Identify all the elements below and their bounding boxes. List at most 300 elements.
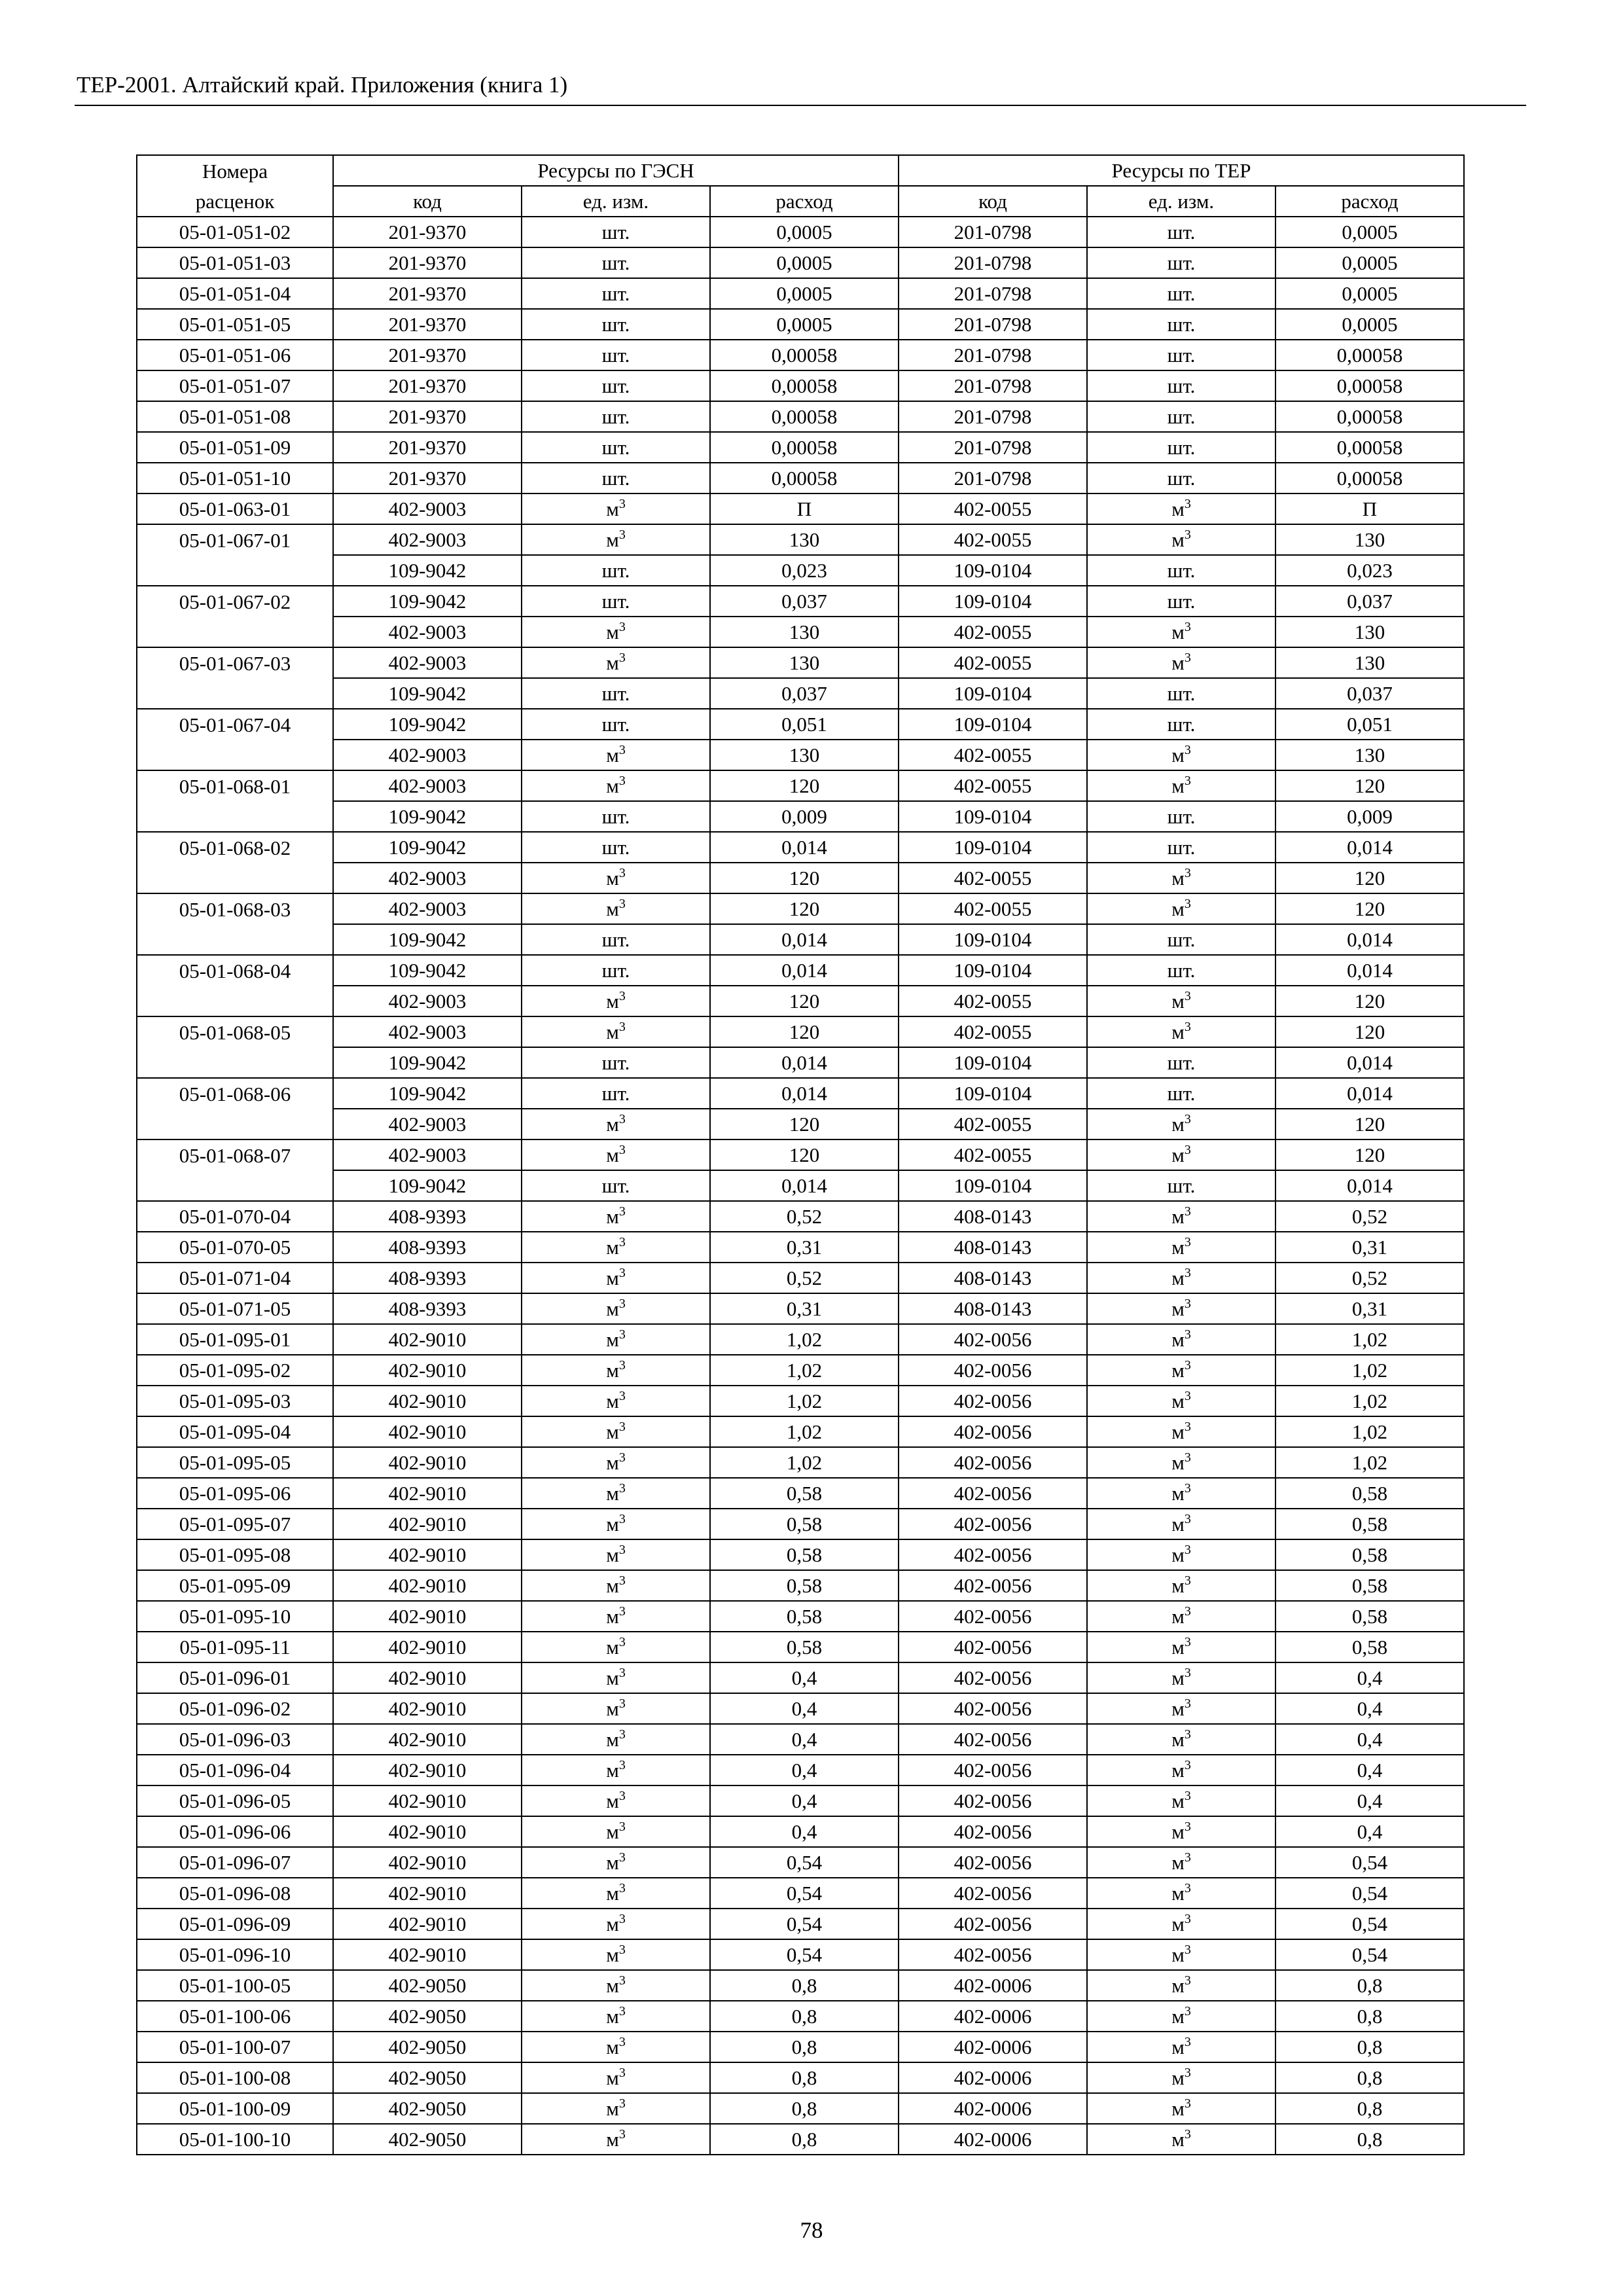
gesn-qty-cell: 120	[710, 986, 899, 1016]
ter-unit-cell	[1087, 986, 1275, 1016]
gesn-code-cell: 402-9003	[333, 493, 522, 524]
ter-code-cell: 201-0798	[899, 309, 1087, 340]
gesn-code-cell: 402-9010	[333, 1386, 522, 1416]
gesn-code-cell: 408-9393	[333, 1263, 522, 1293]
unit-superscript: 3	[1184, 1666, 1191, 1680]
ter-qty-cell: 0,023	[1275, 555, 1464, 586]
gesn-qty-cell: П	[710, 493, 899, 524]
unit-superscript: 3	[1184, 1481, 1191, 1496]
ter-qty-cell: 0,0005	[1275, 217, 1464, 247]
ter-code-cell: 402-0055	[899, 1139, 1087, 1170]
ter-unit-cell: шт.	[1087, 340, 1275, 370]
unit-text: м	[606, 990, 619, 1013]
ter-unit-cell: шт.	[1087, 801, 1275, 832]
unit-text: м	[1171, 1943, 1185, 1966]
rate-number-cell: 05-01-100-06	[137, 2001, 333, 2032]
gesn-qty-cell: 0,00058	[710, 370, 899, 401]
unit-superscript: 3	[1184, 1297, 1191, 1311]
ter-unit-cell	[1087, 1232, 1275, 1263]
ter-qty-cell: 0,00058	[1275, 340, 1464, 370]
gesn-unit-cell	[522, 1293, 710, 1324]
ter-qty-cell: 0,54	[1275, 1878, 1464, 1909]
gesn-unit-cell	[522, 740, 710, 770]
gesn-code-cell: 402-9010	[333, 1755, 522, 1785]
table-row	[137, 247, 1464, 278]
gesn-code-cell: 109-9042	[333, 709, 522, 740]
rate-number-cell: 05-01-095-04	[137, 1416, 333, 1447]
gesn-code-cell: 402-9003	[333, 893, 522, 924]
table-row	[137, 1816, 1464, 1847]
header-gesn-qty: расход	[710, 186, 899, 217]
ter-unit-cell	[1087, 1570, 1275, 1601]
unit-text: м	[1171, 1574, 1185, 1597]
gesn-unit-cell: шт.	[522, 309, 710, 340]
ter-unit-cell: шт.	[1087, 401, 1275, 432]
unit-superscript: 3	[618, 774, 626, 788]
ter-unit-cell	[1087, 493, 1275, 524]
ter-unit-cell	[1087, 893, 1275, 924]
gesn-unit-cell	[522, 1693, 710, 1724]
ter-code-cell: 402-0056	[899, 1324, 1087, 1355]
gesn-qty-cell: 1,02	[710, 1447, 899, 1478]
table-row	[137, 1386, 1464, 1416]
ter-qty-cell: 130	[1275, 647, 1464, 678]
ter-unit-cell: шт.	[1087, 709, 1275, 740]
rate-number-cell: 05-01-100-10	[137, 2124, 333, 2155]
gesn-unit-cell	[522, 2093, 710, 2124]
gesn-qty-cell: 0,54	[710, 1878, 899, 1909]
rate-number-cell: 05-01-067-01	[137, 524, 333, 555]
ter-unit-cell: шт.	[1087, 1170, 1275, 1201]
ter-qty-cell: 120	[1275, 770, 1464, 801]
gesn-unit-cell	[522, 770, 710, 801]
table-row	[137, 2062, 1464, 2093]
ter-code-cell: 408-0143	[899, 1201, 1087, 1232]
ter-qty-cell: 0,014	[1275, 832, 1464, 863]
table-row	[137, 709, 1464, 740]
rate-number-cell: 05-01-068-01	[137, 770, 333, 801]
unit-superscript: 3	[618, 1635, 626, 1649]
rate-number-cell: 05-01-068-03	[137, 893, 333, 924]
gesn-qty-cell: 0,4	[710, 1755, 899, 1785]
ter-code-cell: 402-0056	[899, 1693, 1087, 1724]
rate-number-cell	[137, 924, 333, 955]
ter-code-cell: 402-0055	[899, 770, 1087, 801]
unit-superscript: 3	[1184, 1820, 1191, 1834]
ter-qty-cell: 1,02	[1275, 1447, 1464, 1478]
unit-superscript: 3	[618, 1666, 626, 1680]
unit-text: м	[1171, 744, 1185, 766]
gesn-code-cell: 402-9010	[333, 1939, 522, 1970]
ter-unit-cell	[1087, 2062, 1275, 2093]
header-group-gesn: Ресурсы по ГЭСН	[333, 155, 899, 186]
ter-qty-cell: 1,02	[1275, 1355, 1464, 1386]
unit-text: м	[1171, 2097, 1185, 2120]
unit-text: м	[606, 1113, 619, 1136]
rate-number-cell: 05-01-096-09	[137, 1909, 333, 1939]
ter-unit-cell: шт.	[1087, 370, 1275, 401]
gesn-qty-cell: 120	[710, 1109, 899, 1139]
unit-superscript: 3	[1184, 989, 1191, 1003]
unit-text: м	[606, 1513, 619, 1535]
gesn-code-cell: 402-9010	[333, 1324, 522, 1355]
unit-text: м	[606, 1759, 619, 1782]
gesn-unit-cell: шт.	[522, 832, 710, 863]
gesn-code-cell: 402-9003	[333, 647, 522, 678]
table-row	[137, 1047, 1464, 1078]
ter-unit-cell: шт.	[1087, 555, 1275, 586]
unit-text: м	[1171, 1759, 1185, 1782]
ter-code-cell: 402-0056	[899, 1816, 1087, 1847]
ter-code-cell: 402-0056	[899, 1478, 1087, 1509]
unit-text: м	[1171, 1789, 1185, 1812]
ter-qty-cell: 0,4	[1275, 1724, 1464, 1755]
gesn-unit-cell: шт.	[522, 678, 710, 709]
table-row	[137, 617, 1464, 647]
gesn-qty-cell: 0,52	[710, 1263, 899, 1293]
table-row	[137, 1939, 1464, 1970]
unit-superscript: 3	[1184, 1143, 1191, 1157]
header-rule	[75, 105, 1526, 106]
gesn-code-cell: 402-9010	[333, 1632, 522, 1662]
table-row	[137, 370, 1464, 401]
gesn-code-cell: 109-9042	[333, 832, 522, 863]
unit-text: м	[606, 620, 619, 643]
unit-text: м	[606, 1605, 619, 1628]
rate-number-cell: 05-01-100-08	[137, 2062, 333, 2093]
gesn-code-cell: 109-9042	[333, 1047, 522, 1078]
table-row	[137, 678, 1464, 709]
gesn-qty-cell: 0,8	[710, 2001, 899, 2032]
ter-qty-cell: 0,8	[1275, 2093, 1464, 2124]
table-row	[137, 770, 1464, 801]
unit-superscript: 3	[618, 1327, 626, 1342]
gesn-code-cell: 402-9010	[333, 1816, 522, 1847]
ter-unit-cell	[1087, 1509, 1275, 1539]
ter-code-cell: 402-0055	[899, 893, 1087, 924]
table-row	[137, 1016, 1464, 1047]
ter-code-cell: 201-0798	[899, 370, 1087, 401]
unit-superscript: 3	[1184, 2127, 1191, 2142]
ter-qty-cell: 0,014	[1275, 1078, 1464, 1109]
table-row	[137, 1139, 1464, 1170]
table-row	[137, 1785, 1464, 1816]
ter-unit-cell	[1087, 1662, 1275, 1693]
rate-number-cell: 05-01-100-07	[137, 2032, 333, 2062]
ter-qty-cell: 0,58	[1275, 1478, 1464, 1509]
gesn-unit-cell	[522, 1386, 710, 1416]
ter-unit-cell	[1087, 1016, 1275, 1047]
gesn-qty-cell: 0,4	[710, 1816, 899, 1847]
ter-qty-cell: 0,00058	[1275, 370, 1464, 401]
unit-superscript: 3	[1184, 2096, 1191, 2111]
table-row	[137, 832, 1464, 863]
ter-unit-cell: шт.	[1087, 924, 1275, 955]
gesn-unit-cell	[522, 1201, 710, 1232]
gesn-qty-cell: 0,58	[710, 1478, 899, 1509]
unit-text: м	[1171, 1297, 1185, 1320]
unit-superscript: 3	[618, 866, 626, 880]
ter-qty-cell: 0,52	[1275, 1263, 1464, 1293]
table-row	[137, 955, 1464, 986]
ter-qty-cell: 0,8	[1275, 2001, 1464, 2032]
unit-text: м	[1171, 1605, 1185, 1628]
unit-text: м	[606, 744, 619, 766]
gesn-qty-cell: 0,4	[710, 1662, 899, 1693]
ter-code-cell: 402-0056	[899, 1601, 1087, 1632]
table-row	[137, 1078, 1464, 1109]
gesn-unit-cell	[522, 1016, 710, 1047]
ter-unit-cell	[1087, 1816, 1275, 1847]
ter-unit-cell	[1087, 2032, 1275, 2062]
unit-text: м	[606, 1820, 619, 1843]
gesn-qty-cell: 0,014	[710, 832, 899, 863]
gesn-qty-cell: 0,037	[710, 586, 899, 617]
table-row	[137, 1416, 1464, 1447]
ter-code-cell: 109-0104	[899, 955, 1087, 986]
gesn-code-cell: 408-9393	[333, 1232, 522, 1263]
rate-number-cell: 05-01-068-07	[137, 1139, 333, 1170]
rate-number-cell: 05-01-051-03	[137, 247, 333, 278]
gesn-code-cell: 402-9010	[333, 1447, 522, 1478]
unit-text: м	[606, 1451, 619, 1474]
ter-unit-cell: шт.	[1087, 463, 1275, 493]
gesn-code-cell: 408-9393	[333, 1293, 522, 1324]
rate-number-cell: 05-01-096-07	[137, 1847, 333, 1878]
ter-unit-cell	[1087, 1632, 1275, 1662]
unit-superscript: 3	[618, 1389, 626, 1403]
gesn-code-cell: 402-9010	[333, 1601, 522, 1632]
unit-text: м	[606, 1697, 619, 1720]
gesn-unit-cell: шт.	[522, 401, 710, 432]
unit-text: м	[1171, 1390, 1185, 1412]
ter-code-cell: 109-0104	[899, 586, 1087, 617]
gesn-unit-cell	[522, 2062, 710, 2093]
unit-superscript: 3	[618, 1789, 626, 1803]
table-row	[137, 1847, 1464, 1878]
header-rates-top: Номера	[137, 155, 333, 186]
gesn-code-cell: 201-9370	[333, 217, 522, 247]
ter-qty-cell: 0,52	[1275, 1201, 1464, 1232]
gesn-code-cell: 402-9003	[333, 986, 522, 1016]
unit-superscript: 3	[1184, 1604, 1191, 1619]
ter-code-cell: 402-0056	[899, 1909, 1087, 1939]
gesn-code-cell: 201-9370	[333, 401, 522, 432]
ter-unit-cell	[1087, 2124, 1275, 2155]
rate-number-cell: 05-01-068-05	[137, 1016, 333, 1047]
unit-superscript: 3	[1184, 1235, 1191, 1249]
ter-qty-cell: 0,0005	[1275, 247, 1464, 278]
unit-text: м	[1171, 2005, 1185, 2028]
table-row	[137, 1632, 1464, 1662]
rate-number-cell	[137, 1170, 333, 1201]
ter-code-cell: 109-0104	[899, 1047, 1087, 1078]
unit-superscript: 3	[1184, 1789, 1191, 1803]
gesn-qty-cell: 0,8	[710, 2093, 899, 2124]
table-row	[137, 1201, 1464, 1232]
gesn-qty-cell: 1,02	[710, 1355, 899, 1386]
ter-unit-cell	[1087, 1724, 1275, 1755]
ter-code-cell: 109-0104	[899, 555, 1087, 586]
gesn-code-cell: 402-9050	[333, 2001, 522, 2032]
ter-qty-cell: 120	[1275, 1109, 1464, 1139]
ter-unit-cell	[1087, 863, 1275, 893]
ter-code-cell: 402-0056	[899, 1416, 1087, 1447]
rate-number-cell: 05-01-051-05	[137, 309, 333, 340]
ter-code-cell: 402-0056	[899, 1662, 1087, 1693]
gesn-code-cell: 402-9050	[333, 1970, 522, 2001]
gesn-code-cell: 109-9042	[333, 955, 522, 986]
unit-text: м	[1171, 1912, 1185, 1935]
ter-unit-cell: шт.	[1087, 955, 1275, 986]
rate-number-cell: 05-01-096-06	[137, 1816, 333, 1847]
rate-number-cell	[137, 1047, 333, 1078]
ter-code-cell: 402-0055	[899, 986, 1087, 1016]
table-row	[137, 1324, 1464, 1355]
gesn-qty-cell: 0,31	[710, 1293, 899, 1324]
ter-code-cell: 402-0006	[899, 2124, 1087, 2155]
table-row	[137, 1970, 1464, 2001]
unit-text: м	[1171, 1451, 1185, 1474]
unit-superscript: 3	[1184, 1266, 1191, 1280]
rate-number-cell: 05-01-051-04	[137, 278, 333, 309]
unit-text: м	[1171, 1420, 1185, 1443]
gesn-unit-cell	[522, 617, 710, 647]
table-header	[137, 155, 1464, 217]
table-row	[137, 893, 1464, 924]
ter-unit-cell	[1087, 1355, 1275, 1386]
ter-code-cell: 201-0798	[899, 278, 1087, 309]
unit-superscript: 3	[1184, 866, 1191, 880]
ter-code-cell: 402-0056	[899, 1355, 1087, 1386]
rate-number-cell: 05-01-068-02	[137, 832, 333, 863]
ter-unit-cell	[1087, 1293, 1275, 1324]
unit-text: м	[1171, 1974, 1185, 1997]
gesn-qty-cell: 0,4	[710, 1785, 899, 1816]
rate-number-cell: 05-01-067-02	[137, 586, 333, 617]
ter-code-cell: 402-0055	[899, 1109, 1087, 1139]
gesn-code-cell: 109-9042	[333, 1078, 522, 1109]
unit-superscript: 3	[618, 1727, 626, 1742]
gesn-qty-cell: 0,014	[710, 924, 899, 955]
gesn-unit-cell	[522, 1755, 710, 1785]
ter-qty-cell: 0,037	[1275, 586, 1464, 617]
unit-text: м	[606, 2036, 619, 2058]
rate-number-cell: 05-01-096-10	[137, 1939, 333, 1970]
table-row	[137, 2124, 1464, 2155]
unit-text: м	[1171, 1266, 1185, 1289]
unit-text: м	[1171, 1820, 1185, 1843]
rate-number-cell: 05-01-096-03	[137, 1724, 333, 1755]
unit-text: м	[1171, 990, 1185, 1013]
ter-qty-cell: П	[1275, 493, 1464, 524]
gesn-qty-cell: 120	[710, 863, 899, 893]
ter-unit-cell	[1087, 1478, 1275, 1509]
gesn-code-cell: 402-9010	[333, 1355, 522, 1386]
ter-code-cell: 402-0056	[899, 1386, 1087, 1416]
gesn-unit-cell	[522, 1724, 710, 1755]
rate-number-cell	[137, 555, 333, 586]
ter-qty-cell: 0,58	[1275, 1601, 1464, 1632]
gesn-unit-cell: шт.	[522, 247, 710, 278]
unit-superscript: 3	[618, 1850, 626, 1865]
gesn-qty-cell: 0,0005	[710, 309, 899, 340]
ter-unit-cell	[1087, 1601, 1275, 1632]
gesn-qty-cell: 0,00058	[710, 401, 899, 432]
unit-superscript: 3	[618, 1573, 626, 1588]
gesn-code-cell: 109-9042	[333, 1170, 522, 1201]
gesn-unit-cell: шт.	[522, 278, 710, 309]
unit-superscript: 3	[618, 1604, 626, 1619]
ter-code-cell: 402-0006	[899, 2093, 1087, 2124]
gesn-code-cell: 402-9010	[333, 1478, 522, 1509]
ter-code-cell: 201-0798	[899, 340, 1087, 370]
gesn-qty-cell: 0,4	[710, 1693, 899, 1724]
unit-superscript: 3	[1184, 1020, 1191, 1034]
gesn-unit-cell	[522, 1601, 710, 1632]
table-row	[137, 801, 1464, 832]
unit-text: м	[606, 1482, 619, 1505]
gesn-qty-cell: 0,31	[710, 1232, 899, 1263]
ter-code-cell: 201-0798	[899, 217, 1087, 247]
unit-superscript: 3	[1184, 897, 1191, 911]
ter-code-cell: 109-0104	[899, 924, 1087, 955]
unit-text: м	[1171, 2066, 1185, 2089]
ter-qty-cell: 0,58	[1275, 1570, 1464, 1601]
ter-unit-cell	[1087, 1324, 1275, 1355]
ter-code-cell: 109-0104	[899, 678, 1087, 709]
gesn-code-cell: 402-9003	[333, 1109, 522, 1139]
gesn-qty-cell: 1,02	[710, 1416, 899, 1447]
gesn-qty-cell: 0,0005	[710, 217, 899, 247]
ter-code-cell: 402-0055	[899, 524, 1087, 555]
unit-text: м	[606, 1543, 619, 1566]
gesn-unit-cell: шт.	[522, 1078, 710, 1109]
gesn-qty-cell: 0,00058	[710, 463, 899, 493]
ter-unit-cell	[1087, 1847, 1275, 1878]
table-row	[137, 493, 1464, 524]
gesn-qty-cell: 0,00058	[710, 340, 899, 370]
unit-superscript: 3	[1184, 651, 1191, 665]
unit-text: м	[1171, 1143, 1185, 1166]
ter-unit-cell: шт.	[1087, 432, 1275, 463]
unit-text: м	[1171, 1851, 1185, 1874]
gesn-qty-cell: 0,54	[710, 1909, 899, 1939]
unit-text: м	[1171, 497, 1185, 520]
gesn-unit-cell	[522, 2032, 710, 2062]
ter-unit-cell	[1087, 1939, 1275, 1970]
ter-unit-cell	[1087, 1386, 1275, 1416]
unit-superscript: 3	[618, 1543, 626, 1557]
ter-qty-cell: 130	[1275, 740, 1464, 770]
gesn-code-cell: 109-9042	[333, 924, 522, 955]
unit-superscript: 3	[618, 2127, 626, 2142]
ter-unit-cell	[1087, 2093, 1275, 2124]
gesn-code-cell: 408-9393	[333, 1201, 522, 1232]
unit-text: м	[606, 2066, 619, 2089]
unit-text: м	[1171, 1513, 1185, 1535]
ter-qty-cell: 130	[1275, 617, 1464, 647]
rate-number-cell	[137, 678, 333, 709]
ter-qty-cell: 0,4	[1275, 1785, 1464, 1816]
ter-qty-cell: 120	[1275, 863, 1464, 893]
unit-text: м	[1171, 897, 1185, 920]
table-row	[137, 1355, 1464, 1386]
gesn-qty-cell: 0,58	[710, 1632, 899, 1662]
ter-code-cell: 201-0798	[899, 247, 1087, 278]
unit-superscript: 3	[618, 1820, 626, 1834]
gesn-unit-cell	[522, 1909, 710, 1939]
